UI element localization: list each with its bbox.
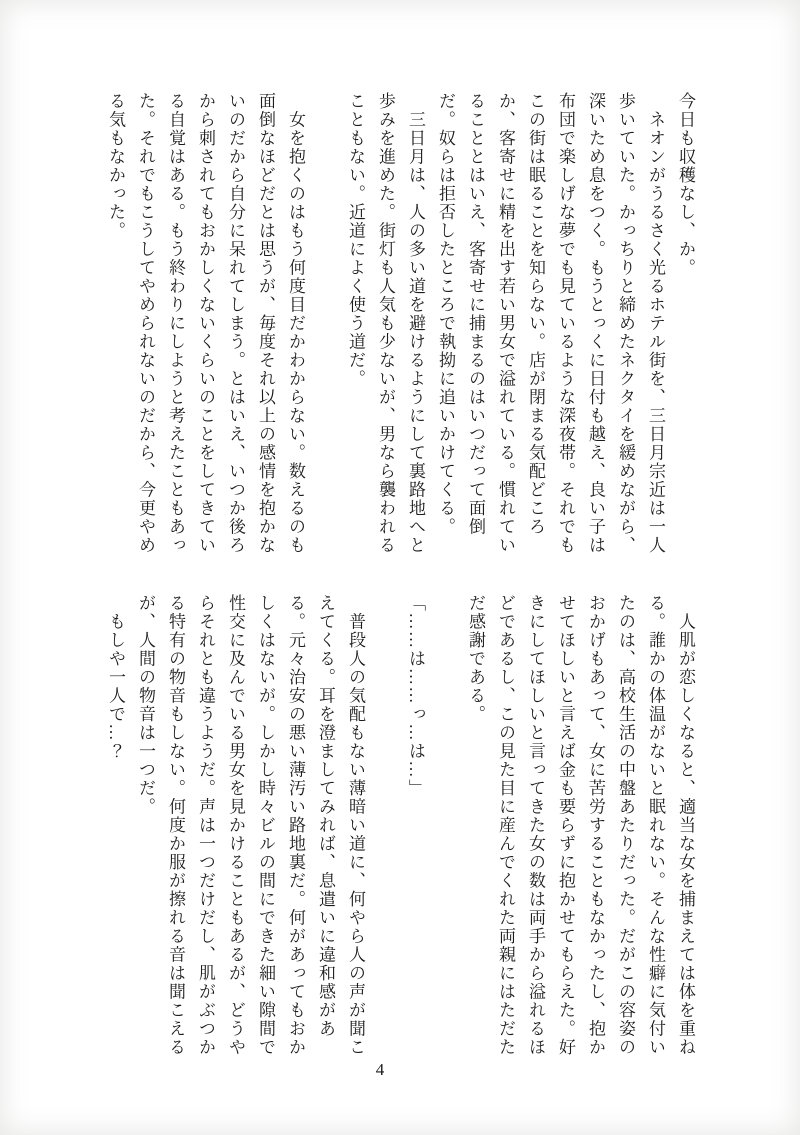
monologue-line: 今日も収穫なし、か。 bbox=[676, 92, 695, 277]
monologue-line: もしや一人で…？ bbox=[106, 594, 125, 761]
paragraph: ネオンがうるさく光るホテル街を、三日月宗近は一人歩いていた。かっちりと締めたネクタイを緩めながら、深いため息をつく。もうとっくに日付も越え、良い子は布団で楽しげな夢でも見ているような深夜帯。それでもこの街は眠ることを知らない。店が閉まる気配どころか、客寄せに精を出す若い男女で溢れている。慣れていることとはいえ、客寄せに捕まるのはいつだって面倒だ。奴らは拒否したところで執拗に追いかけてくる。 bbox=[436, 92, 665, 555]
dialogue-line: 「……は……っ…は…」 bbox=[406, 594, 425, 798]
text-block-bottom bbox=[100, 594, 700, 1058]
paragraph: 普段人の気配もない薄暗い道に、何やら人の声が聞こえてくる。耳を澄ましてみれば、息遣いに違和感がある。元々治安の悪い薄汚い路地裏だ。何があってもおかしくはないが。しかし時々ビルの間にできた細い隙間で性交に及んでいる男女を見かけることもあるが、どうやらそれとも違うようだ。声は一つだけだし、肌がぶつかる特有の物音もしない。何度か服が擦れる音は聞こえるが、人間の物音は一つだ。 bbox=[136, 594, 365, 1057]
page-number: 4 bbox=[375, 1060, 385, 1079]
paragraph: 三日月は、人の多い道を避けるようにして裏路地へと歩みを進めた。街灯も人気も少ないが、男なら襲われることもない。近道によく使う道だ。 bbox=[346, 92, 425, 555]
paragraph: 女を抱くのはもう何度目だかわからない。数えるのも面倒なほどだとは思うが、毎度それ以上の感情を抱かないのだから自分に呆れてしまう。とはいえ、いつか後ろから刺されてもおかしくないくらいのことをしてきている自覚はある。もう終わりにしようと考えたこともあった。それでもこうしてやめられないのだから、今更やめる気もなかった。 bbox=[106, 92, 305, 555]
paragraph: 人肌が恋しくなると、適当な女を捕まえては体を重ねる。誰かの体温がないと眠れない。そんな性癖に気付いたのは、高校生活の中盤あたりだった。だがこの容姿のおかげもあって、女に苦労することもなかったし、抱かせてほしいと言えば金も要らずに抱かせてもらえた。好きにしてほしいと言ってきた女の数は両手から溢れるほどであるし、この見た目に産んでくれた両親にはただただ感謝である。 bbox=[466, 594, 695, 1057]
text-block-top bbox=[100, 92, 700, 556]
